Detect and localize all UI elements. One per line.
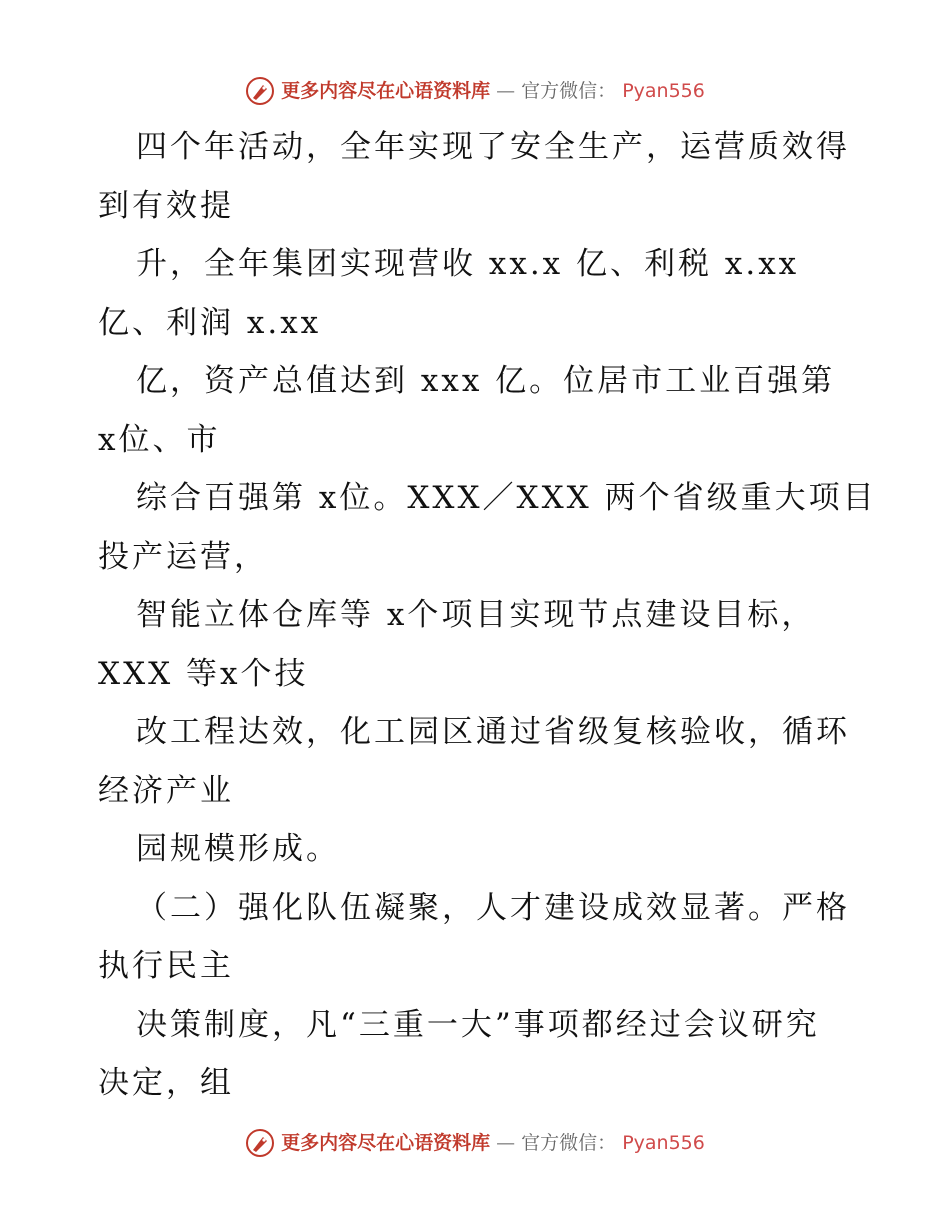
watermark-brand-text: 更多内容尽在心语资料库 bbox=[281, 80, 491, 102]
text-line: 综合百强第 x位。XXX／XXX 两个省级重大项目 bbox=[136, 480, 877, 516]
pen-nib-logo-icon bbox=[245, 1128, 275, 1158]
text-line: x位、市 bbox=[98, 421, 221, 458]
watermark-wechat-id: Pyan556 bbox=[622, 1132, 705, 1154]
header-watermark bbox=[0, 76, 950, 106]
document-body bbox=[98, 118, 877, 1113]
watermark-wechat-id: Pyan556 bbox=[622, 80, 705, 102]
text-line: 执行民主 bbox=[98, 948, 234, 984]
text-line: 经济产业 bbox=[98, 772, 234, 809]
watermark-separator: — bbox=[496, 80, 516, 102]
footer-watermark bbox=[0, 1128, 950, 1158]
text-line: 决定，组 bbox=[98, 1065, 234, 1101]
text-line: 决策制度，凡“三重一大”事项都经过会议研究 bbox=[136, 1006, 820, 1043]
text-line: 四个年活动，全年实现了安全生产，运营质效得 bbox=[136, 129, 850, 165]
text-line: 改工程达效，化工园区通过省级复核验收，循环 bbox=[136, 714, 850, 750]
text-line: 园规模形成。 bbox=[136, 831, 340, 867]
text-line: 亿、利润 x.xx bbox=[98, 304, 322, 341]
watermark-separator: — bbox=[496, 1132, 516, 1154]
text-line: 智能立体仓库等 x个项目实现节点建设目标， bbox=[136, 597, 816, 633]
pen-nib-logo-icon bbox=[245, 76, 275, 106]
watermark-wechat-label: 官方微信： bbox=[521, 1132, 617, 1154]
text-line: 到有效提 bbox=[98, 187, 234, 224]
text-line: 亿，资产总值达到 xxx 亿。位居市工业百强第 bbox=[136, 363, 836, 399]
text-line: XXX 等x个技 bbox=[98, 655, 309, 692]
watermark-brand-text: 更多内容尽在心语资料库 bbox=[281, 1132, 491, 1154]
text-line: 投产运营， bbox=[98, 538, 268, 575]
text-line: 升，全年集团实现营收 xx.x 亿、利税 x.xx bbox=[136, 246, 800, 282]
text-line: （二）强化队伍凝聚，人才建设成效显著。严格 bbox=[136, 889, 850, 926]
watermark-wechat-label: 官方微信： bbox=[521, 80, 617, 102]
